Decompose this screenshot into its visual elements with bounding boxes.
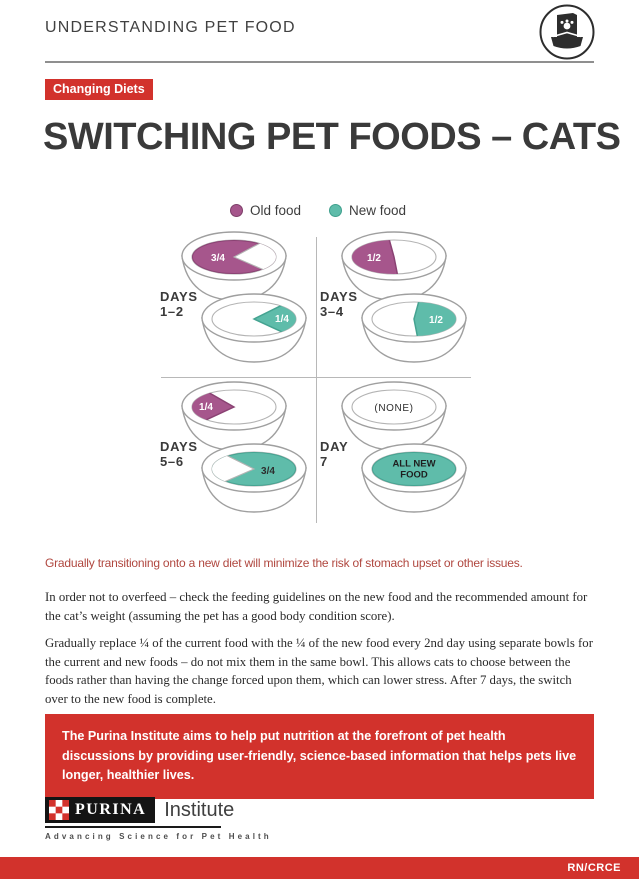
quadrant-days-5-6 [158,380,314,526]
legend [160,203,476,218]
lead-sentence: Gradually transitioning onto a new diet will minimize the risk of stomach upset or other issues. [45,556,523,570]
quadrant-label-line1: DAYS [320,289,358,304]
svg-text:1/2: 1/2 [367,253,381,264]
diagram-vertical-divider [316,237,317,523]
footer-bar [0,857,639,879]
purina-checkerboard-icon [49,800,69,820]
legend-label-new: New food [349,203,407,218]
quadrant-label [160,440,198,470]
svg-text:(NONE): (NONE) [374,403,414,414]
logo-brand-text: PURINA [75,801,147,818]
quadrant-label [160,290,198,320]
new-food-dot-icon [329,204,342,217]
logo-underline [45,826,221,828]
quadrant-label-line2: 3–4 [320,303,344,319]
purina-institute-logo [45,797,272,841]
svg-text:ALL NEWFOOD: ALL NEW FOOD [392,458,436,481]
legend-label-old: Old food [249,203,301,218]
quadrant-days-1-2 [158,230,314,376]
paragraph-overfeed: In order not to overfeed – check the feeding guidelines on the new food and the recommended amount for the cat’s weight (assuming the pet has a good body condition score). [45,590,588,623]
svg-text:1/4: 1/4 [199,402,213,413]
footer-code: RN/CRCE [567,862,621,874]
svg-text:3/4: 3/4 [261,466,275,477]
quadrant-day-7 [318,380,474,526]
section-badge: Changing Diets [45,79,153,100]
quadrant-label-line2: 5–6 [160,453,184,469]
purina-logo-black-bar [45,797,155,823]
quadrant-label-line2: 1–2 [160,303,184,319]
logo-institute-text: Institute [164,798,235,821]
quadrant-label [320,290,358,320]
transition-diagram [158,228,474,528]
pet-food-bag-bowl-icon [538,3,596,61]
quadrant-days-3-4 [318,230,474,376]
svg-text:1/4: 1/4 [275,314,289,325]
quadrant-label-line1: DAYS [160,439,198,454]
quadrant-label-line1: DAY [320,439,349,454]
svg-text:1/2: 1/2 [429,315,443,326]
legend-item-old-food [230,203,301,218]
header-title: UNDERSTANDING PET FOOD [45,19,296,36]
legend-item-new-food [329,203,406,218]
header-divider [45,61,594,63]
svg-text:3/4: 3/4 [211,253,225,264]
quadrant-label-line1: DAYS [160,289,198,304]
purina-institute-info-box: The Purina Institute aims to help put nutrition at the forefront of pet health discussions by providing user-friendly, science-based information that helps pets live longer, healthier lives. [45,714,594,799]
paragraph-replace: Gradually replace ¼ of the current food with the ¼ of the new food every 2nd day using separate bowls for the current and new foods – do not mix them in the same bowl. This allows cats to choose between the foods rather than having the change forced upon them, which can lower stress. After 7 days, the switch over to the new food is complete. [45,636,593,706]
quadrant-label-line2: 7 [320,453,328,469]
quadrant-label [320,440,348,470]
logo-tagline: Advancing Science for Pet Health [45,832,272,841]
page-title: SWITCHING PET FOODS – CATS [43,116,621,158]
old-food-dot-icon [230,204,243,217]
